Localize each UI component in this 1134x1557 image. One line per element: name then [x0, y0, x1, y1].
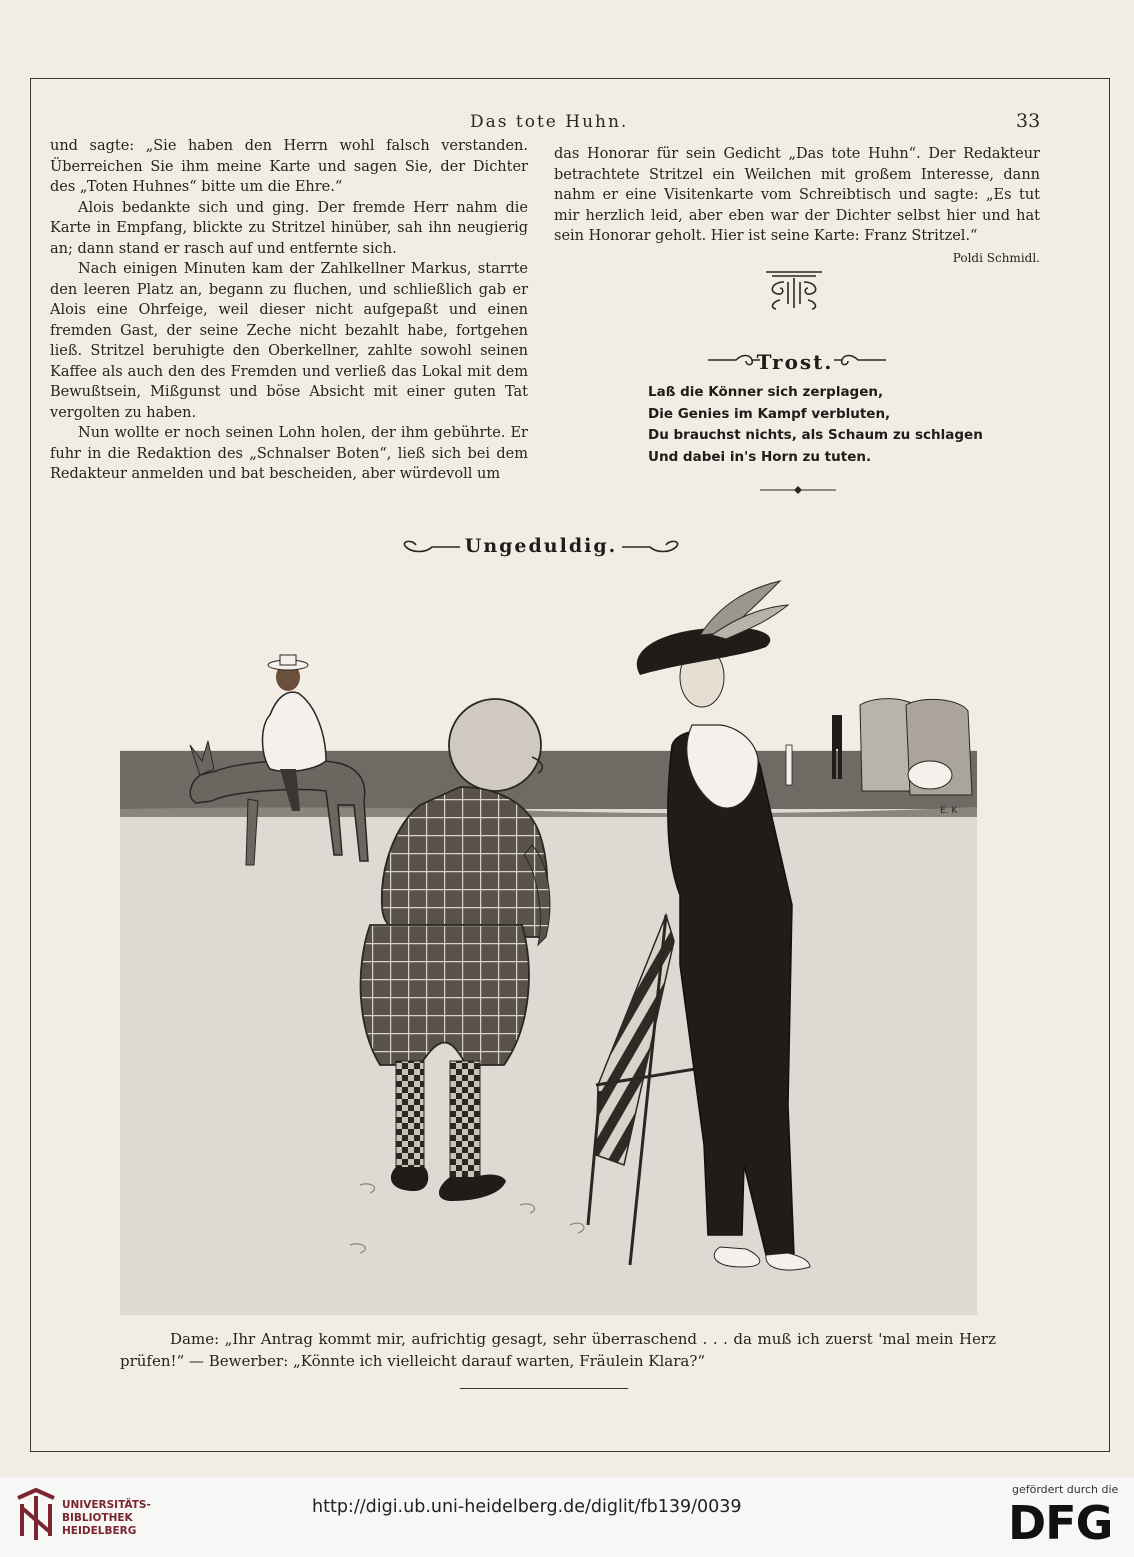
- university-library-logo-icon: [14, 1486, 58, 1544]
- library-name-line: UNIVERSITÄTS-: [62, 1499, 151, 1511]
- title-flourish-right-icon: [832, 352, 888, 368]
- library-name: [62, 1499, 151, 1538]
- poem-title: Trost.: [756, 350, 834, 374]
- running-title: Das tote Huhn.: [470, 112, 629, 132]
- left-text-column: [50, 136, 528, 485]
- divider-ornament-icon: [758, 484, 838, 496]
- right-paragraph: das Honorar für sein Gedicht „Das tote Huhn“. Der Redakteur betrachtete Stritzel ein Weilchen mit großem Interesse, dann nahm er eine Visitenkarte vom Schreibtisch und sagte: „Es tut mir herzlich leid, aber eben war der Dichter selbst hier und hat sein Honorar geholt. Hier ist seine Karte: Franz Stritzel.“: [554, 146, 1040, 244]
- vignette-ornament-icon: [758, 268, 830, 316]
- poem-line: Du brauchst nichts, als Schaum zu schlagen: [648, 427, 983, 443]
- library-name-line: HEIDELBERG: [62, 1525, 137, 1537]
- poem-line: Die Genies im Kampf verbluten,: [648, 405, 891, 422]
- artist-monogram: E. K: [940, 806, 958, 816]
- cartoon-title: Ungeduldig.: [464, 535, 618, 557]
- page-number: 33: [1016, 110, 1041, 132]
- funding-label: gefördert durch die: [1012, 1483, 1119, 1496]
- left-paragraph: Nach einigen Minuten kam der Zahlkellner Markus, starrte den leeren Platz an, begann zu fluchen, und schließlich gab er Alois eine Ohrfeige, weil dieser nicht aufgepaßt und einen fremden Gast, der seine Zeche nicht bezahlt habe, fortgehen ließ. Stritzel beruhigte den Oberkellner, zahlte sowohl seinen Kaffee als auch den des Fremden und verließ das Lokal mit dem Bewußtsein, Mißgunst und böse Absicht mit einer guten Tat vergolten zu haben.: [50, 261, 528, 421]
- beach-cartoon-illustration: [120, 565, 977, 1315]
- cartoon-title-flourish-right-icon: [620, 537, 684, 555]
- author-signature: Poldi Schmidl.: [952, 250, 1040, 265]
- cartoon-caption: Dame: „Ihr Antrag kommt mir, aufrichtig gesagt, sehr überraschend . . . da muß ich zuerst 'mal mein Herz prüfen!“ — Bewerber: „Könnte ich vielleicht darauf warten, Fräulein Klara?“: [120, 1330, 996, 1370]
- poem-line: Laß die Könner sich zerplagen,: [648, 384, 884, 400]
- right-text-column: [554, 144, 1040, 268]
- permalink-url[interactable]: http://digi.ub.uni-heidelberg.de/diglit/fb139/0039: [312, 1497, 742, 1517]
- library-name-line: BIBLIOTHEK: [62, 1512, 133, 1524]
- left-paragraph: und sagte: „Sie haben den Herrn wohl falsch verstanden. Überreichen Sie ihm meine Karte und sagen Sie, der Dichter des „Toten Huhnes“ bitte um die Ehre.“: [50, 138, 528, 195]
- dfg-logo: DFG: [1008, 1496, 1113, 1550]
- digitization-footer: [0, 1477, 1134, 1557]
- left-paragraph: Alois bedankte sich und ging. Der fremde Herr nahm die Karte in Empfang, blickte zu Stritzel hinüber, sah ihn neugierig an; dann stand er rasch auf und entfernte sich.: [50, 199, 528, 257]
- poem-text: [648, 382, 983, 468]
- closing-rule: [460, 1388, 628, 1389]
- poem-line: Und dabei in's Horn zu tuten.: [648, 448, 872, 465]
- left-paragraph: Nun wollte er noch seinen Lohn holen, der ihm gebührte. Er fuhr in die Redaktion des „Schnalser Boten“, ließ sich bei dem Redakteur anmelden und bat bescheiden, aber würdevoll um: [50, 425, 528, 482]
